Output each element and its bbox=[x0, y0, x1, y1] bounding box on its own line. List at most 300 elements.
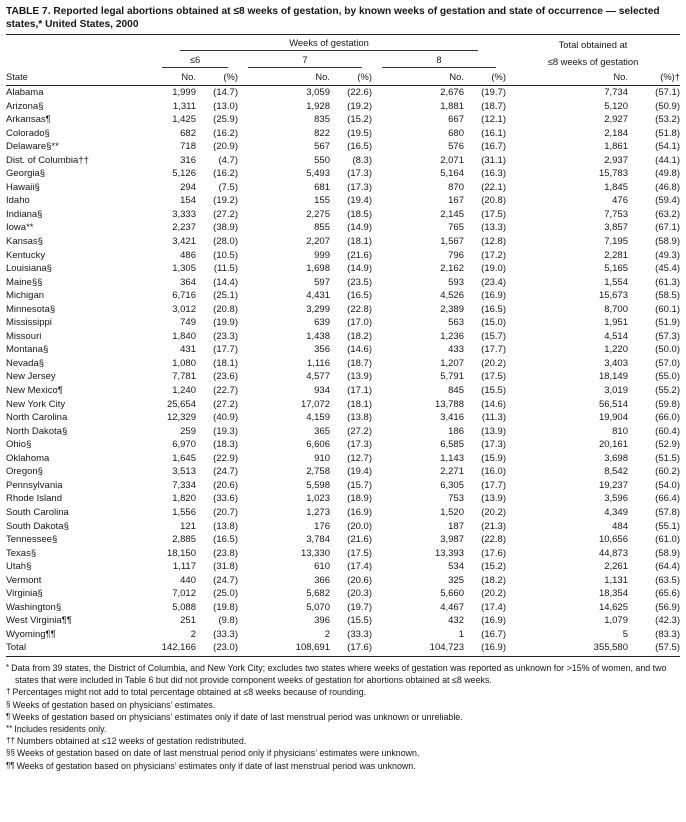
pct-le6-cell: (18.3) bbox=[213, 439, 238, 451]
pct-le6-cell: (19.2) bbox=[213, 195, 238, 207]
no-total-cell: 8,542 bbox=[604, 466, 628, 478]
pct-total-cell: (56.9) bbox=[655, 601, 680, 613]
table-row bbox=[6, 520, 680, 534]
pct-total-cell: (59.8) bbox=[655, 398, 680, 410]
no-le6-cell: 2,237 bbox=[172, 222, 196, 234]
pct-8-cell: (15.5) bbox=[481, 385, 506, 397]
pct-7-cell: (13.8) bbox=[347, 412, 372, 424]
no-7-cell: 5,682 bbox=[306, 588, 330, 600]
header-row-columns bbox=[6, 69, 680, 86]
pct-le6-cell: (18.1) bbox=[213, 357, 238, 369]
no-8-cell: 667 bbox=[448, 114, 464, 126]
pct-8-cell: (19.0) bbox=[481, 263, 506, 275]
pct-8-cell: (16.9) bbox=[481, 290, 506, 302]
no-le6-cell: 316 bbox=[180, 154, 196, 166]
group-cell-7 bbox=[238, 52, 372, 69]
table-row bbox=[6, 465, 680, 479]
pct-8-cell: (16.9) bbox=[464, 641, 506, 656]
state-cell: Oregon§ bbox=[6, 466, 43, 478]
no-le6-cell: 25,654 bbox=[166, 398, 196, 410]
table-row bbox=[6, 276, 680, 290]
no-7-cell: 610 bbox=[314, 561, 330, 573]
pct-total-cell: (60.4) bbox=[655, 425, 680, 437]
state-cell: Dist. of Columbia†† bbox=[6, 154, 89, 166]
col-header-pct-total: (%)† bbox=[628, 69, 680, 86]
pct-8-cell: (16.0) bbox=[481, 466, 506, 478]
no-8-cell: 1,207 bbox=[440, 357, 464, 369]
pct-total-cell: (55.0) bbox=[655, 371, 680, 383]
no-le6-cell: 12,329 bbox=[166, 412, 196, 424]
no-8-cell: 870 bbox=[448, 181, 464, 193]
pct-8-cell: (13.3) bbox=[481, 222, 506, 234]
pct-le6-cell: (20.9) bbox=[213, 141, 238, 153]
pct-le6-cell: (16.5) bbox=[213, 534, 238, 546]
state-cell: Vermont bbox=[6, 574, 42, 586]
pct-8-cell: (15.0) bbox=[481, 317, 506, 329]
pct-8-cell: (12.8) bbox=[481, 236, 506, 248]
pct-total-cell: (49.3) bbox=[655, 249, 680, 261]
pct-8-cell: (14.6) bbox=[481, 398, 506, 410]
no-7-cell: 4,159 bbox=[306, 412, 330, 424]
pct-7-cell: (18.5) bbox=[347, 208, 372, 220]
group-label-7: 7 bbox=[248, 54, 362, 68]
no-le6-cell: 7,781 bbox=[172, 371, 196, 383]
no-8-cell: 2,389 bbox=[440, 303, 464, 315]
pct-total-cell: (58.9) bbox=[655, 547, 680, 559]
pct-7-cell: (13.9) bbox=[347, 371, 372, 383]
footnote-text: Weeks of gestation based on physicians’ estimates only if date of last menstrual period was unknown. bbox=[16, 760, 416, 771]
pct-le6-cell: (33.6) bbox=[213, 493, 238, 505]
no-total-cell: 5,120 bbox=[604, 100, 628, 112]
state-cell: Tennessee§ bbox=[6, 534, 58, 546]
pct-7-cell: (20.3) bbox=[347, 588, 372, 600]
no-8-cell: 433 bbox=[448, 344, 464, 356]
pct-7-cell: (17.3) bbox=[347, 181, 372, 193]
pct-8-cell: (17.5) bbox=[481, 208, 506, 220]
pct-le6-cell: (20.8) bbox=[213, 303, 238, 315]
no-le6-cell: 1,117 bbox=[172, 561, 196, 573]
pct-8-cell: (31.1) bbox=[481, 154, 506, 166]
no-le6-cell: 3,012 bbox=[172, 303, 196, 315]
no-total-cell: 484 bbox=[612, 520, 628, 532]
state-cell: Minnesota§ bbox=[6, 303, 56, 315]
no-total-cell: 810 bbox=[612, 425, 628, 437]
no-7-cell: 365 bbox=[314, 425, 330, 437]
no-8-cell: 563 bbox=[448, 317, 464, 329]
pct-7-cell: (19.7) bbox=[347, 601, 372, 613]
pct-8-cell: (17.4) bbox=[481, 601, 506, 613]
footnote bbox=[6, 760, 680, 772]
no-total-cell: 476 bbox=[612, 195, 628, 207]
table-row bbox=[6, 154, 680, 168]
footnote bbox=[6, 735, 680, 747]
pct-le6-cell: (13.8) bbox=[213, 520, 238, 532]
pct-total-cell: (57.8) bbox=[655, 506, 680, 518]
col-header-no-7: No. bbox=[238, 69, 330, 86]
pct-total-cell: (51.8) bbox=[655, 127, 680, 139]
pct-total-cell: (57.1) bbox=[655, 87, 680, 98]
no-7-cell: 5,598 bbox=[306, 479, 330, 491]
table-row bbox=[6, 330, 680, 344]
no-le6-cell: 682 bbox=[180, 127, 196, 139]
table-row bbox=[6, 343, 680, 357]
pct-total-cell: (54.0) bbox=[655, 479, 680, 491]
no-7-cell: 17,072 bbox=[300, 398, 330, 410]
col-header-pct-7: (%) bbox=[330, 69, 372, 86]
pct-7-cell: (8.3) bbox=[352, 154, 372, 166]
pct-7-cell: (18.1) bbox=[347, 398, 372, 410]
no-le6-cell: 1,240 bbox=[172, 385, 196, 397]
state-cell: Georgia§ bbox=[6, 168, 46, 180]
state-cell: Maine§§ bbox=[6, 276, 43, 288]
no-le6-cell: 251 bbox=[180, 615, 196, 627]
pct-total-cell: (61.0) bbox=[655, 534, 680, 546]
state-cell: Delaware§** bbox=[6, 141, 59, 153]
pct-le6-cell: (22.9) bbox=[213, 452, 238, 464]
pct-le6-cell: (40.9) bbox=[213, 412, 238, 424]
no-7-cell: 4,431 bbox=[306, 290, 330, 302]
no-7-cell: 366 bbox=[314, 574, 330, 586]
table-row bbox=[6, 587, 680, 601]
footnote-text: Weeks of gestation based on physicians’ estimates only if date of last menstrual period was unknown or unreliable. bbox=[12, 711, 463, 722]
state-cell: Oklahoma bbox=[6, 452, 50, 464]
no-7-cell: 1,438 bbox=[306, 330, 330, 342]
no-7-cell: 4,577 bbox=[306, 371, 330, 383]
pct-8-cell: (12.1) bbox=[481, 114, 506, 126]
pct-total-cell: (57.0) bbox=[655, 357, 680, 369]
no-8-cell: 765 bbox=[448, 222, 464, 234]
table-row bbox=[6, 181, 680, 195]
no-total-cell: 5 bbox=[622, 628, 628, 640]
pct-total-cell: (58.9) bbox=[655, 236, 680, 248]
pct-total-cell: (50.9) bbox=[655, 100, 680, 112]
table-row bbox=[6, 533, 680, 547]
no-8-cell: 2,271 bbox=[440, 466, 464, 478]
pct-7-cell: (17.5) bbox=[347, 547, 372, 559]
pct-le6-cell: (23.8) bbox=[213, 547, 238, 559]
pct-7-cell: (20.0) bbox=[347, 520, 372, 532]
pct-8-cell: (15.2) bbox=[481, 561, 506, 573]
pct-8-cell: (17.5) bbox=[481, 371, 506, 383]
pct-7-cell: (18.9) bbox=[347, 493, 372, 505]
pct-8-cell: (13.9) bbox=[481, 425, 506, 437]
footnote-text: Numbers obtained at ≤12 weeks of gestation redistributed. bbox=[16, 736, 247, 747]
no-total-cell: 1,131 bbox=[604, 574, 628, 586]
no-7-cell: 1,698 bbox=[306, 263, 330, 275]
table-header bbox=[6, 35, 680, 86]
pct-8-cell: (19.7) bbox=[481, 87, 506, 98]
pct-7-cell: (16.5) bbox=[347, 290, 372, 302]
pct-7-cell: (17.3) bbox=[347, 168, 372, 180]
no-total-cell: 3,019 bbox=[604, 385, 628, 397]
pct-8-cell: (20.2) bbox=[481, 506, 506, 518]
pct-7-cell: (18.2) bbox=[347, 330, 372, 342]
pct-le6-cell: (19.3) bbox=[213, 425, 238, 437]
no-total-cell: 1,951 bbox=[604, 317, 628, 329]
pct-le6-cell: (9.8) bbox=[218, 615, 238, 627]
pct-total-cell: (66.0) bbox=[655, 412, 680, 424]
header-spacer bbox=[6, 52, 152, 69]
pct-7-cell: (15.7) bbox=[347, 479, 372, 491]
no-total-cell: 15,783 bbox=[598, 168, 628, 180]
header-spacer bbox=[6, 35, 152, 52]
no-le6-cell: 121 bbox=[180, 520, 196, 532]
pct-total-cell: (83.3) bbox=[655, 628, 680, 640]
no-le6-cell: 1,080 bbox=[172, 357, 196, 369]
table-row bbox=[6, 303, 680, 317]
no-7-cell: 396 bbox=[314, 615, 330, 627]
no-le6-cell: 486 bbox=[180, 249, 196, 261]
pct-8-cell: (23.4) bbox=[481, 276, 506, 288]
footnote-text: Includes residents only. bbox=[14, 723, 107, 734]
pct-8-cell: (17.7) bbox=[481, 344, 506, 356]
no-le6-cell: 142,166 bbox=[152, 641, 196, 656]
no-7-cell: 934 bbox=[314, 385, 330, 397]
table-body bbox=[6, 86, 680, 657]
no-8-cell: 167 bbox=[448, 195, 464, 207]
no-8-cell: 325 bbox=[448, 574, 464, 586]
state-cell: New York City bbox=[6, 398, 66, 410]
no-le6-cell: 431 bbox=[180, 344, 196, 356]
state-cell: Wyoming¶¶ bbox=[6, 628, 56, 640]
no-total-cell: 5,165 bbox=[604, 263, 628, 275]
no-total-cell: 18,354 bbox=[598, 588, 628, 600]
pct-le6-cell: (31.8) bbox=[213, 561, 238, 573]
pct-le6-cell: (14.4) bbox=[213, 276, 238, 288]
no-7-cell: 822 bbox=[314, 127, 330, 139]
no-8-cell: 13,393 bbox=[434, 547, 464, 559]
col-header-pct-le6: (%) bbox=[196, 69, 238, 86]
pct-8-cell: (15.9) bbox=[481, 452, 506, 464]
pct-8-cell: (22.1) bbox=[481, 181, 506, 193]
pct-7-cell: (17.6) bbox=[330, 641, 372, 656]
state-cell: Total bbox=[6, 641, 152, 656]
pct-7-cell: (19.5) bbox=[347, 127, 372, 139]
no-8-cell: 2,145 bbox=[440, 208, 464, 220]
no-8-cell: 1,143 bbox=[440, 452, 464, 464]
footnote bbox=[6, 747, 680, 759]
no-8-cell: 187 bbox=[448, 520, 464, 532]
no-7-cell: 356 bbox=[314, 344, 330, 356]
state-cell: Missouri bbox=[6, 330, 42, 342]
no-total-cell: 10,656 bbox=[598, 534, 628, 546]
pct-le6-cell: (17.7) bbox=[213, 344, 238, 356]
pct-total-cell: (54.1) bbox=[655, 141, 680, 153]
pct-total-cell: (55.1) bbox=[655, 520, 680, 532]
no-le6-cell: 1,305 bbox=[172, 263, 196, 275]
state-cell: North Carolina bbox=[6, 412, 68, 424]
pct-le6-cell: (25.0) bbox=[213, 588, 238, 600]
pct-total-cell: (66.4) bbox=[655, 493, 680, 505]
table-row bbox=[6, 262, 680, 276]
pct-8-cell: (22.8) bbox=[481, 534, 506, 546]
pct-7-cell: (15.5) bbox=[347, 615, 372, 627]
pct-total-cell: (61.3) bbox=[655, 276, 680, 288]
state-cell: Alabama bbox=[6, 87, 44, 98]
pct-le6-cell: (27.2) bbox=[213, 208, 238, 220]
no-7-cell: 5,070 bbox=[306, 601, 330, 613]
no-total-cell: 7,195 bbox=[604, 236, 628, 248]
pct-le6-cell: (19.8) bbox=[213, 601, 238, 613]
no-le6-cell: 1,840 bbox=[172, 330, 196, 342]
no-le6-cell: 1,311 bbox=[172, 100, 196, 112]
pct-le6-cell: (27.2) bbox=[213, 398, 238, 410]
weeks-of-gestation-spanner: Weeks of gestation bbox=[180, 37, 478, 51]
no-8-cell: 753 bbox=[448, 493, 464, 505]
table-row bbox=[6, 100, 680, 114]
no-7-cell: 176 bbox=[314, 520, 330, 532]
no-total-cell: 18,149 bbox=[598, 371, 628, 383]
table-row bbox=[6, 86, 680, 100]
no-7-cell: 13,330 bbox=[300, 547, 330, 559]
pct-8-cell: (15.7) bbox=[481, 330, 506, 342]
footnote-text: Percentages might not add to total percentage obtained at ≤8 weeks because of rounding. bbox=[12, 687, 367, 698]
no-total-cell: 19,904 bbox=[598, 412, 628, 424]
no-8-cell: 6,585 bbox=[440, 439, 464, 451]
pct-7-cell: (16.9) bbox=[347, 506, 372, 518]
pct-8-cell: (13.9) bbox=[481, 493, 506, 505]
no-7-cell: 567 bbox=[314, 141, 330, 153]
pct-8-cell: (16.1) bbox=[481, 127, 506, 139]
pct-le6-cell: (14.7) bbox=[213, 87, 238, 98]
no-le6-cell: 3,333 bbox=[172, 208, 196, 220]
pct-7-cell: (14.6) bbox=[347, 344, 372, 356]
pct-total-cell: (42.3) bbox=[655, 615, 680, 627]
pct-7-cell: (16.5) bbox=[347, 141, 372, 153]
no-7-cell: 835 bbox=[314, 114, 330, 126]
state-cell: West Virginia¶¶ bbox=[6, 615, 72, 627]
no-7-cell: 910 bbox=[314, 452, 330, 464]
no-total-cell: 2,281 bbox=[604, 249, 628, 261]
pct-7-cell: (12.7) bbox=[347, 452, 372, 464]
no-le6-cell: 1,425 bbox=[172, 114, 196, 126]
table-row bbox=[6, 479, 680, 493]
group-cell-8 bbox=[372, 52, 506, 69]
no-le6-cell: 2 bbox=[190, 628, 196, 640]
pct-7-cell: (21.6) bbox=[347, 534, 372, 546]
pct-total-cell: (63.5) bbox=[655, 574, 680, 586]
footnote bbox=[6, 699, 680, 711]
no-7-cell: 155 bbox=[314, 195, 330, 207]
pct-le6-cell: (10.5) bbox=[213, 249, 238, 261]
table-row bbox=[6, 235, 680, 249]
no-total-cell: 14,625 bbox=[598, 601, 628, 613]
pct-7-cell: (18.7) bbox=[347, 357, 372, 369]
no-8-cell: 104,723 bbox=[372, 641, 464, 656]
pct-total-cell: (51.5) bbox=[655, 452, 680, 464]
footnote-marker: * bbox=[6, 662, 10, 672]
no-le6-cell: 749 bbox=[180, 317, 196, 329]
pct-8-cell: (17.6) bbox=[481, 547, 506, 559]
no-le6-cell: 1,645 bbox=[172, 452, 196, 464]
table-row bbox=[6, 221, 680, 235]
pct-total-cell: (67.1) bbox=[655, 222, 680, 234]
col-header-no-total: No. bbox=[506, 69, 628, 86]
pct-8-cell: (11.3) bbox=[481, 412, 506, 424]
pct-7-cell: (22.6) bbox=[347, 87, 372, 98]
table-row bbox=[6, 167, 680, 181]
pct-le6-cell: (28.0) bbox=[213, 236, 238, 248]
no-le6-cell: 154 bbox=[180, 195, 196, 207]
no-8-cell: 1,520 bbox=[440, 506, 464, 518]
state-cell: Rhode Island bbox=[6, 493, 62, 505]
total-obtained-spanner-line2: ≤8 weeks of gestation bbox=[547, 56, 639, 67]
no-le6-cell: 440 bbox=[180, 574, 196, 586]
state-cell: Virginia§ bbox=[6, 588, 43, 600]
no-7-cell: 1,273 bbox=[306, 506, 330, 518]
no-le6-cell: 718 bbox=[180, 141, 196, 153]
no-le6-cell: 294 bbox=[180, 181, 196, 193]
pct-7-cell: (14.9) bbox=[347, 263, 372, 275]
no-total-cell: 1,554 bbox=[604, 276, 628, 288]
footnote bbox=[6, 686, 680, 698]
no-7-cell: 2,275 bbox=[306, 208, 330, 220]
table-row bbox=[6, 289, 680, 303]
no-total-cell: 3,403 bbox=[604, 357, 628, 369]
state-cell: Texas§ bbox=[6, 547, 37, 559]
state-cell: Kentucky bbox=[6, 249, 46, 261]
table-row bbox=[6, 113, 680, 127]
pct-7-cell: (17.4) bbox=[347, 561, 372, 573]
no-8-cell: 534 bbox=[448, 561, 464, 573]
no-total-cell: 4,349 bbox=[604, 506, 628, 518]
pct-le6-cell: (24.7) bbox=[213, 574, 238, 586]
header-row-groups bbox=[6, 52, 680, 69]
state-cell: Mississippi bbox=[6, 317, 52, 329]
no-total-cell: 1,845 bbox=[604, 181, 628, 193]
no-total-cell: 3,596 bbox=[604, 493, 628, 505]
table-row bbox=[6, 384, 680, 398]
no-total-cell: 355,580 bbox=[506, 641, 628, 656]
pct-8-cell: (17.2) bbox=[481, 249, 506, 261]
col-header-state: State bbox=[6, 69, 152, 86]
pct-le6-cell: (25.1) bbox=[213, 290, 238, 302]
no-7-cell: 3,299 bbox=[306, 303, 330, 315]
no-total-cell: 2,184 bbox=[604, 127, 628, 139]
no-le6-cell: 5,088 bbox=[172, 601, 196, 613]
no-7-cell: 1,928 bbox=[306, 100, 330, 112]
table-row bbox=[6, 411, 680, 425]
no-8-cell: 680 bbox=[448, 127, 464, 139]
table-row bbox=[6, 127, 680, 141]
pct-7-cell: (22.8) bbox=[347, 303, 372, 315]
no-7-cell: 1,116 bbox=[306, 357, 330, 369]
no-total-cell: 15,673 bbox=[598, 290, 628, 302]
pct-le6-cell: (38.9) bbox=[213, 222, 238, 234]
pct-7-cell: (27.2) bbox=[347, 425, 372, 437]
no-le6-cell: 2,885 bbox=[172, 534, 196, 546]
no-le6-cell: 1,999 bbox=[172, 87, 196, 98]
table-row bbox=[6, 249, 680, 263]
footnote-text: Weeks of gestation based on date of last menstrual period only if physicians’ estimates were unknown. bbox=[16, 748, 420, 759]
no-le6-cell: 7,334 bbox=[172, 479, 196, 491]
pct-total-cell: (57.5) bbox=[628, 641, 680, 656]
pct-le6-cell: (24.7) bbox=[213, 466, 238, 478]
pct-le6-cell: (33.3) bbox=[213, 628, 238, 640]
no-le6-cell: 3,421 bbox=[172, 236, 196, 248]
pct-7-cell: (18.1) bbox=[347, 236, 372, 248]
table-row bbox=[6, 452, 680, 466]
no-8-cell: 1,236 bbox=[440, 330, 464, 342]
state-cell: Montana§ bbox=[6, 344, 49, 356]
col-header-no-8: No. bbox=[372, 69, 464, 86]
state-cell: North Dakota§ bbox=[6, 425, 68, 437]
no-8-cell: 186 bbox=[448, 425, 464, 437]
footnote bbox=[6, 711, 680, 723]
no-total-cell: 20,161 bbox=[598, 439, 628, 451]
state-cell: South Dakota§ bbox=[6, 520, 69, 532]
table-row bbox=[6, 601, 680, 615]
